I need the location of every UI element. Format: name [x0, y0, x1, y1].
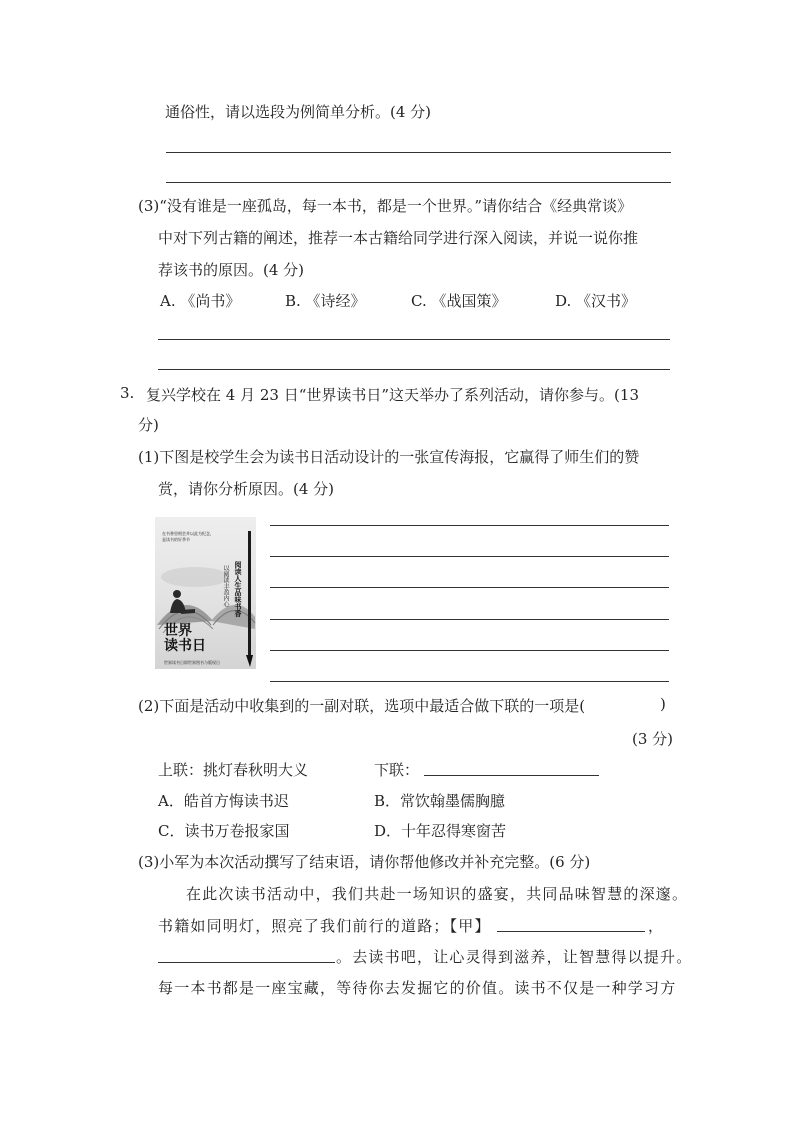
option-b[interactable]: B．常饮翰墨儒胸臆: [374, 792, 506, 810]
blank-jia[interactable]: [497, 931, 645, 932]
poster-footer: 世界读书日即世界图书与版权日: [164, 660, 220, 665]
poster-vertical-text: 以阅读丰盈内心: [222, 565, 229, 607]
couplet-lower-label: 下联：: [374, 761, 420, 779]
option-d[interactable]: D．十年忍得寒窗苦: [374, 822, 507, 840]
passage-line: 在此次读书活动中，我们共赴一场知识的盛宴，共同品味智慧的深邃。: [186, 885, 689, 903]
blank-jia-cont[interactable]: [158, 962, 335, 963]
question-text: 中对下列古籍的阐述，推荐一本古籍给同学进行深入阅读，并说一说你推: [158, 229, 639, 247]
couplet-lower-blank[interactable]: [424, 775, 599, 776]
question-number: 3.: [120, 384, 135, 402]
question-text: (3)“没有谁是一座孤岛，每一本书，都是一个世界。”请你结合《经典常谈》: [138, 197, 633, 215]
question-text: (2)下面是活动中收集到的一副对联，选项中最适合做下联的一项是(: [138, 697, 586, 715]
answer-line[interactable]: [270, 525, 669, 526]
answer-line[interactable]: [166, 182, 671, 183]
option-d[interactable]: D. 《汉书》: [555, 292, 637, 310]
answer-line[interactable]: [270, 650, 669, 651]
poster-top-text: 在书香里相会并以此为纪念，: [162, 531, 214, 536]
option-b[interactable]: B. 《诗经》: [285, 292, 366, 310]
question-text: (3)小军为本次活动撰写了结束语，请你帮他修改并补充完整。(6 分): [138, 853, 591, 871]
passage-line: 书籍如同明灯，照亮了我们前行的道路；【甲】: [158, 917, 491, 935]
passage-line: 。去读书吧，让心灵得到滋养，让智慧得以提升。: [336, 948, 693, 966]
question-text: 复兴学校在 4 月 23 日“世界读书日”这天举办了系列活动，请你参与。(13: [146, 386, 639, 404]
answer-line[interactable]: [270, 556, 669, 557]
question-text: 分): [138, 416, 159, 434]
option-a[interactable]: A．皓首方悔读书迟: [158, 792, 289, 810]
option-a[interactable]: A. 《尚书》: [160, 292, 241, 310]
answer-line[interactable]: [270, 587, 669, 588]
poster-top-text: 是读书的好季节: [162, 537, 190, 542]
option-c[interactable]: C．读书万卷报家国: [158, 822, 290, 840]
answer-line[interactable]: [270, 619, 669, 620]
answer-line[interactable]: [166, 152, 671, 153]
question-text: 荐该书的原因。(4 分): [158, 261, 305, 279]
question-text: 赏，请你分析原因。(4 分): [158, 480, 335, 498]
answer-line[interactable]: [158, 339, 670, 340]
answer-line[interactable]: [158, 369, 670, 370]
passage-line: 每一本书都是一座宝藏，等待你去发掘它的价值。读书不仅是一种学习方: [158, 979, 677, 997]
answer-line[interactable]: [270, 681, 669, 682]
option-c[interactable]: C. 《战国策》: [411, 292, 507, 310]
poster-title: 世界: [164, 623, 192, 639]
poster-title: 读书日: [164, 638, 206, 654]
answer-paren-close[interactable]: ): [660, 695, 666, 713]
poster-image: [155, 517, 256, 669]
couplet-upper: 上联：挑灯春秋明大义: [158, 761, 309, 779]
score-label: (3 分): [632, 730, 674, 748]
question-text: (1)下图是校学生会为读书日活动设计的一张宣传海报，它赢得了师生们的赞: [138, 448, 640, 466]
passage-comma: ，: [648, 917, 665, 935]
poster-vertical-text: 阅读人生品味书香: [234, 561, 242, 617]
question-text: 通俗性，请以选段为例简单分析。(4 分): [165, 103, 432, 121]
